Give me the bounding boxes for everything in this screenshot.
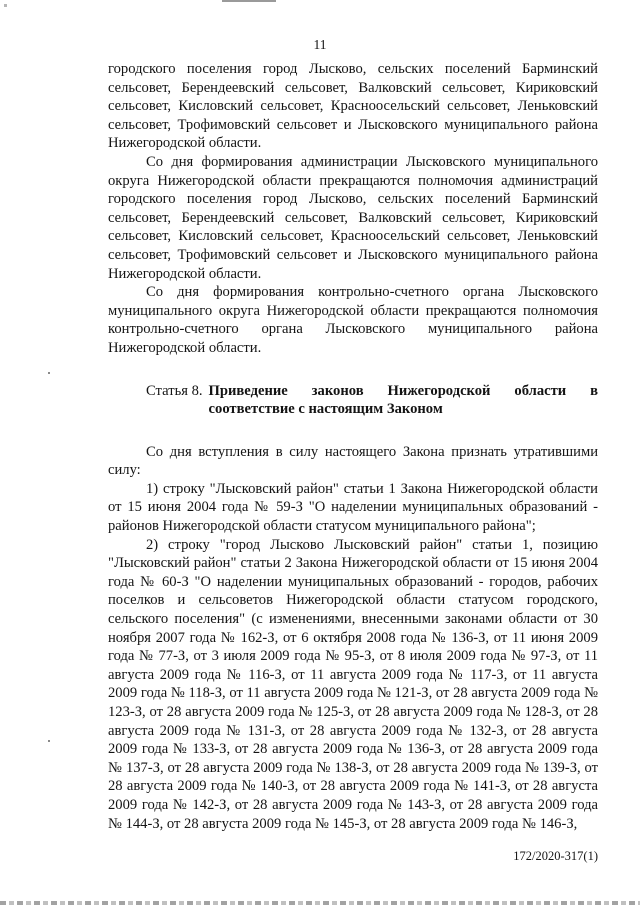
document-body <box>108 60 598 833</box>
article-number: Статья 8. <box>146 382 203 399</box>
article-title <box>209 382 598 419</box>
scan-artifact-tick <box>48 740 50 742</box>
article-title-line: соответствие с настоящим Законом <box>208 401 443 418</box>
article-title-line: Приведение законов Нижегородской области в <box>208 382 598 399</box>
article-heading <box>108 382 598 419</box>
paragraph-intro: Со дня вступления в силу настоящего Закона признать утратившими силу: <box>108 443 598 479</box>
paragraph: Со дня формирования контрольно-счетного органа Лысковского муниципального округа Нижегородской области прекращаются полномочия контрольно-счетного органа Лысковского муниципального района Нижегородской области. <box>108 284 598 356</box>
document-code: 172/2020-317(1) <box>513 849 598 863</box>
scan-artifact-top <box>222 0 276 2</box>
scan-artifact-corner <box>4 4 7 7</box>
page-number: 11 <box>313 37 327 52</box>
scan-artifact-tick <box>48 372 50 374</box>
list-item: 1) строку "Лысковский район" статьи 1 Закона Нижегородской области от 15 июня 2004 года № 59-З "О наделении муниципальных образований - районов Нижегородской области статусом муниципального района"; <box>108 480 598 535</box>
paragraph-continuation: городского поселения город Лысково, сельских поселений Барминский сельсовет, Берендеевский сельсовет, Валковский сельсовет, Кириковский сельсовет, Кисловский сельсовет, Красноосельский сельсовет, Леньковский сельсовет, Трофимовский сельсовет и Лысковского муниципального района Нижегородской области. <box>108 61 598 152</box>
list-item: 2) строку "город Лысково Лысковский район" статьи 1, позицию "Лысковский район" статьи 2 Закона Нижегородской области от 15 июня 2004 года № 60-З "О наделении муниципальных образований - городов, рабочих поселков и сельсоветов Нижегородской области статусом городского, сельского поселения" (с изменениями, внесенными законами области от 30 ноября 2007 года № 162-З, от 6 октября 2008 года № 136-З, от 11 июня 2009 года № 77-З, от 3 июля 2009 года № 95-З, от 8 июля 2009 года № 97-З, от 11 августа 2009 года № 116-З, от 11 августа 2009 года № 117-З, от 11 августа 2009 года № 118-З, от 11 августа 2009 года № 121-З, от 28 августа 2009 года № 123-З, от 28 августа 2009 года № 125-З, от 28 августа 2009 года № 128-З, от 28 августа 2009 года № 131-З, от 28 августа 2009 года № 132-З, от 28 августа 2009 года № 133-З, от 28 августа 2009 года № 136-З, от 28 августа 2009 года № 137-З, от 28 августа 2009 года № 138-З, от 28 августа 2009 года № 139-З, от 28 августа 2009 года № 140-З, от 28 августа 2009 года № 141-З, от 28 августа 2009 года № 142-З, от 28 августа 2009 года № 143-З, от 28 августа 2009 года № 144-З, от 28 августа 2009 года № 145-З, от 28 августа 2009 года № 146-З, <box>108 536 598 832</box>
scan-artifact-bottom <box>0 901 640 905</box>
paragraph: Со дня формирования администрации Лысковского муниципального округа Нижегородской области прекращаются полномочия администраций городского поселения город Лысково, сельских поселений Барминский сельсовет, Берендеевский сельсовет, Валковский сельсовет, Кириковский сельсовет, Кисловский сельсовет, Красноосельский сельсовет, Леньковский сельсовет, Трофимовский сельсовет и Лысковского муниципального района Нижегородской области. <box>108 153 598 282</box>
